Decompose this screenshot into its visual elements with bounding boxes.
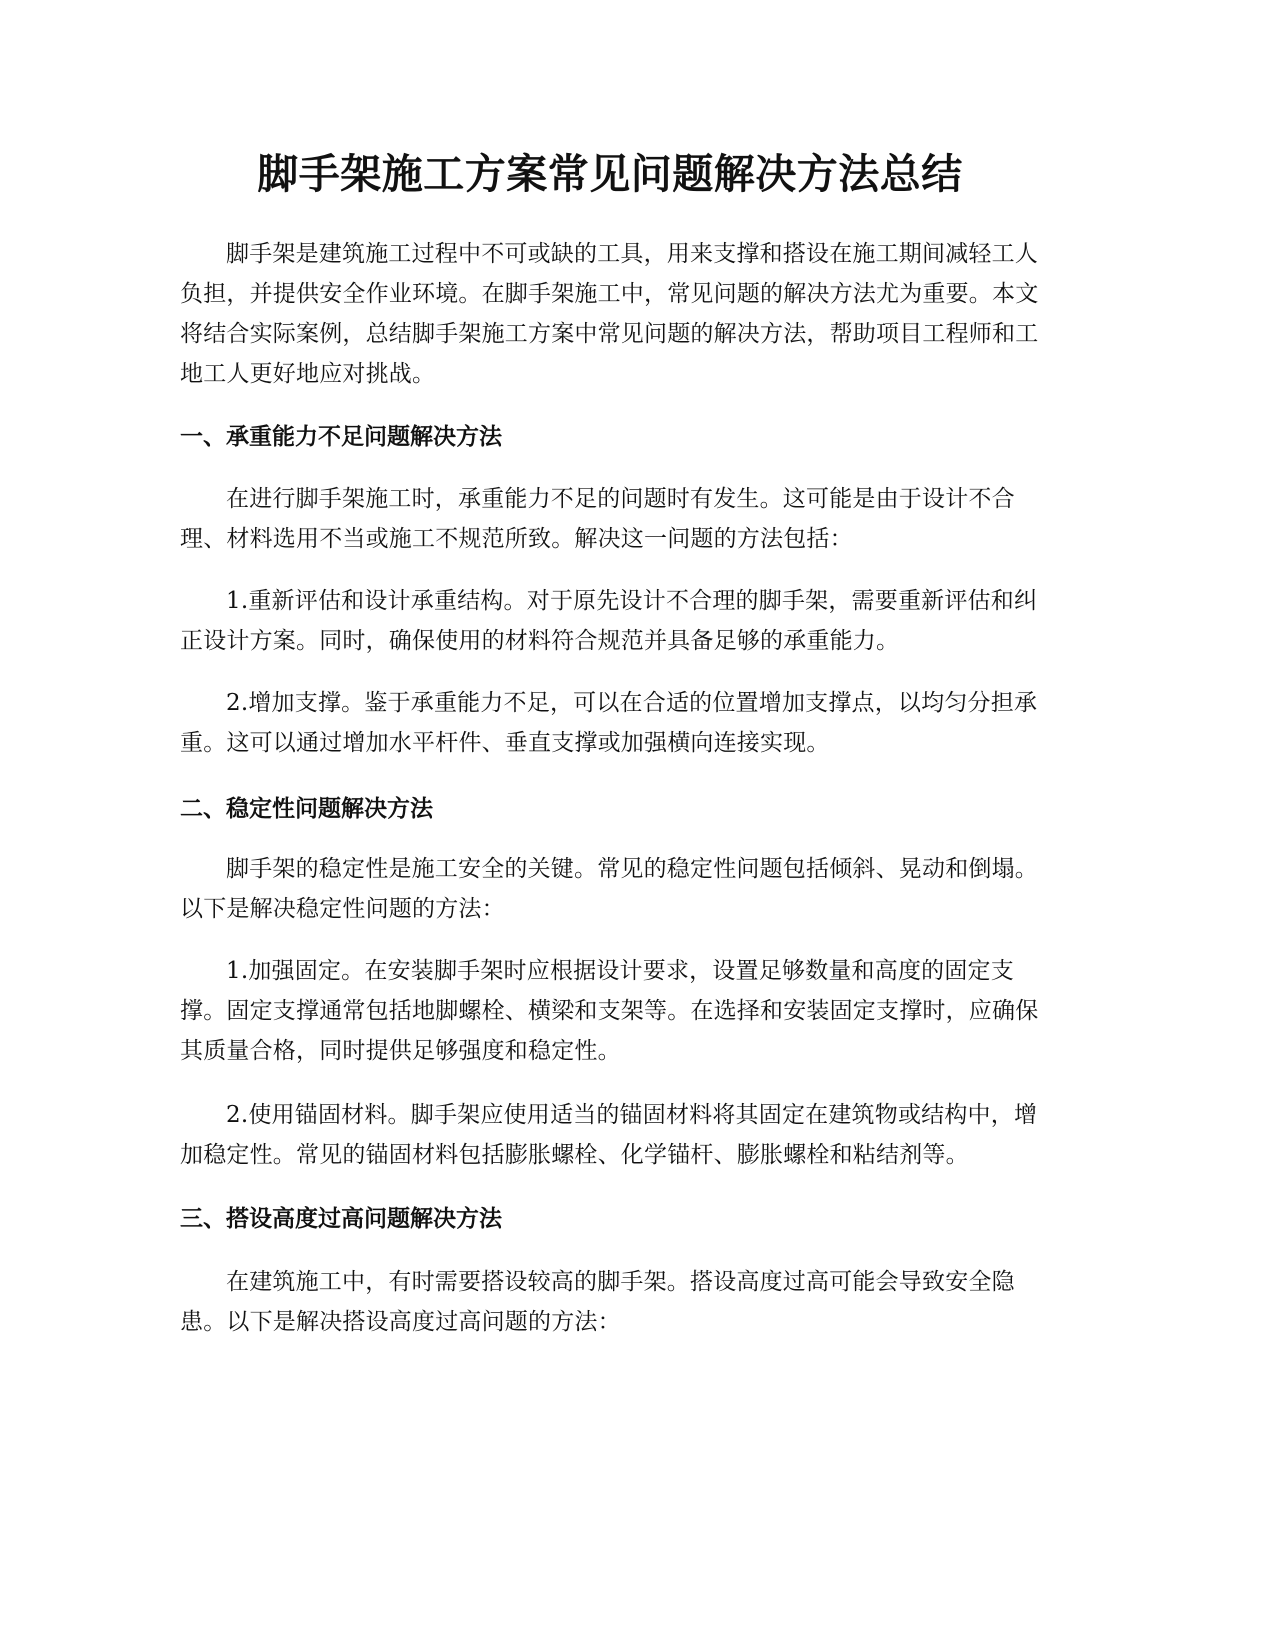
section-2-paragraph-3: 2.使用锚固材料。脚手架应使用适当的锚固材料将其固定在建筑物或结构中，增加稳定性。常见的锚固材料包括膨胀螺栓、化学锚杆、膨胀螺栓和粘结剂等。 xyxy=(180,1102,1038,1168)
section-1-paragraph-1: 在进行脚手架施工时，承重能力不足的问题时有发生。这可能是由于设计不合理、材料选用不当或施工不规范所致。解决这一问题的方法包括： xyxy=(180,486,1015,552)
section-1-paragraph-3: 2.增加支撑。鉴于承重能力不足，可以在合适的位置增加支撑点，以均匀分担承重。这可以通过增加水平杆件、垂直支撑或加强横向连接实现。 xyxy=(180,690,1038,756)
section-2-paragraph-1: 脚手架的稳定性是施工安全的关键。常见的稳定性问题包括倾斜、晃动和倒塌。以下是解决稳定性问题的方法： xyxy=(180,856,1038,922)
section-1-paragraph-2: 1.重新评估和设计承重结构。对于原先设计不合理的脚手架，需要重新评估和纠正设计方案。同时，确保使用的材料符合规范并具备足够的承重能力。 xyxy=(180,588,1038,654)
intro-paragraph: 脚手架是建筑施工过程中不可或缺的工具，用来支撑和搭设在施工期间减轻工人负担，并提供安全作业环境。在脚手架施工中，常见问题的解决方法尤为重要。本文将结合实际案例，总结脚手架施工方案中常见问题的解决方法，帮助项目工程师和工地工人更好地应对挑战。 xyxy=(180,241,1039,387)
section-3-heading: 三、搭设高度过高问题解决方法 xyxy=(180,1206,502,1232)
section-2-paragraph-2: 1.加强固定。在安装脚手架时应根据设计要求，设置足够数量和高度的固定支撑。固定支撑通常包括地脚螺栓、横梁和支架等。在选择和安装固定支撑时，应确保其质量合格，同时提供足够强度和稳定性。 xyxy=(180,958,1039,1064)
section-3-paragraph-1: 在建筑施工中，有时需要搭设较高的脚手架。搭设高度过高可能会导致安全隐患。以下是解决搭设高度过高问题的方法： xyxy=(180,1269,1015,1335)
section-2-heading: 二、稳定性问题解决方法 xyxy=(180,796,433,822)
document-title: 脚手架施工方案常见问题解决方法总结 xyxy=(257,150,963,198)
section-1-heading: 一、承重能力不足问题解决方法 xyxy=(180,424,502,450)
